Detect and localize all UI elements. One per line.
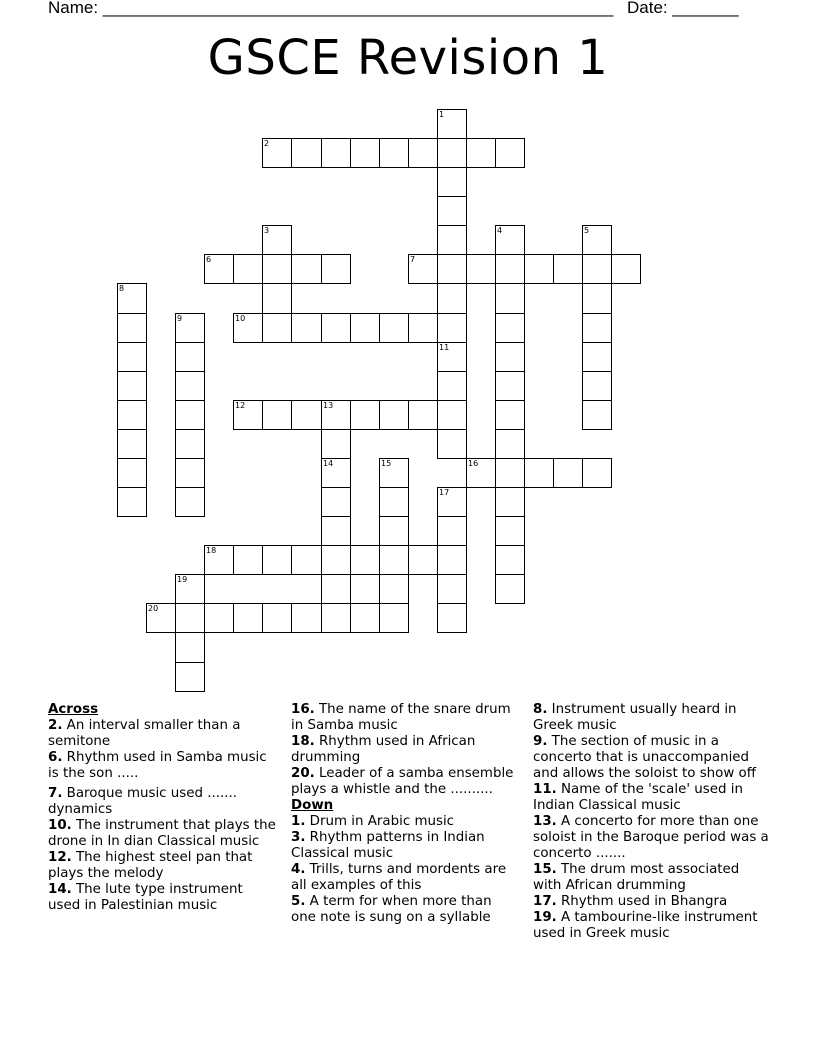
grid-cell[interactable] bbox=[408, 254, 438, 284]
grid-cell[interactable] bbox=[117, 283, 147, 314]
name-field-label: Name: ______________________________________________________ bbox=[48, 0, 614, 17]
grid-cell[interactable] bbox=[350, 400, 380, 430]
grid-cell[interactable] bbox=[582, 400, 612, 430]
grid-cell[interactable] bbox=[437, 371, 467, 401]
grid-cell[interactable] bbox=[582, 283, 612, 314]
clue-across-18: 18. Rhythm used in African drumming bbox=[291, 734, 476, 765]
grid-cell[interactable] bbox=[379, 603, 409, 633]
grid-cell[interactable] bbox=[146, 603, 176, 633]
grid-cell[interactable] bbox=[321, 313, 351, 343]
grid-cell[interactable] bbox=[262, 254, 292, 284]
grid-cell[interactable] bbox=[553, 254, 583, 284]
grid-cell[interactable] bbox=[437, 342, 467, 372]
grid-cell[interactable] bbox=[611, 254, 641, 284]
grid-cell[interactable] bbox=[379, 487, 409, 517]
grid-cell[interactable] bbox=[495, 487, 525, 517]
grid-cell[interactable] bbox=[350, 313, 380, 343]
grid-cell[interactable] bbox=[321, 254, 351, 284]
clue-number: 11 bbox=[439, 343, 450, 352]
clue-number: 10 bbox=[235, 314, 246, 323]
clue-across-14: 14. The lute type instrument used in Palestinian music bbox=[48, 882, 243, 913]
clue-number: 19 bbox=[177, 575, 188, 584]
grid-cell[interactable] bbox=[582, 313, 612, 343]
clue-down-17: 17. Rhythm used in Bhangra bbox=[533, 894, 728, 909]
grid-cell[interactable] bbox=[495, 458, 525, 488]
clue-number: 7 bbox=[410, 255, 416, 264]
grid-cell[interactable] bbox=[204, 545, 234, 575]
clue-number: 20 bbox=[148, 604, 159, 613]
grid-cell[interactable] bbox=[582, 371, 612, 401]
grid-cell[interactable] bbox=[321, 458, 351, 488]
grid-cell[interactable] bbox=[117, 342, 147, 372]
down-heading: Down bbox=[291, 798, 334, 813]
grid-cell[interactable] bbox=[321, 400, 351, 430]
grid-cell[interactable] bbox=[553, 458, 583, 488]
grid-cell[interactable] bbox=[437, 516, 467, 546]
grid-cell[interactable] bbox=[408, 545, 438, 575]
grid-cell[interactable] bbox=[466, 254, 496, 284]
grid-cell[interactable] bbox=[437, 487, 467, 517]
grid-cell[interactable] bbox=[350, 138, 380, 168]
clue-number: 3 bbox=[264, 226, 270, 235]
clues-column-1 bbox=[48, 702, 276, 914]
grid-cell[interactable] bbox=[233, 254, 263, 284]
grid-cell[interactable] bbox=[379, 458, 409, 488]
grid-cell[interactable] bbox=[437, 313, 467, 343]
clues-column-3 bbox=[533, 702, 769, 942]
clue-number: 6 bbox=[206, 255, 212, 264]
grid-cell[interactable] bbox=[524, 458, 554, 488]
clue-number: 5 bbox=[584, 226, 590, 235]
grid-cell[interactable] bbox=[495, 516, 525, 546]
grid-cell[interactable] bbox=[262, 603, 292, 633]
grid-cell[interactable] bbox=[379, 516, 409, 546]
grid-cell[interactable] bbox=[117, 458, 147, 488]
grid-cell[interactable] bbox=[437, 225, 467, 255]
grid-cell[interactable] bbox=[175, 458, 205, 488]
clue-number: 4 bbox=[497, 226, 503, 235]
grid-cell[interactable] bbox=[291, 313, 322, 343]
clue-across-12: 12. The highest steel pan that plays the melody bbox=[48, 850, 253, 881]
clue-down-13: 13. A concerto for more than one soloist in the Baroque period was a concerto ....... bbox=[533, 814, 769, 861]
clue-down-3: 3. Rhythm patterns in Indian Classical music bbox=[291, 830, 485, 861]
grid-cell[interactable] bbox=[233, 400, 263, 430]
clue-number: 2 bbox=[264, 139, 270, 148]
grid-cell[interactable] bbox=[350, 603, 380, 633]
grid-cell[interactable] bbox=[262, 545, 292, 575]
grid-cell[interactable] bbox=[437, 429, 467, 459]
grid-cell[interactable] bbox=[291, 254, 322, 284]
date-field-label: Date: _______ bbox=[627, 0, 739, 17]
grid-cell[interactable] bbox=[495, 225, 525, 255]
grid-cell[interactable] bbox=[437, 400, 467, 430]
clue-number: 12 bbox=[235, 401, 246, 410]
clue-number: 9 bbox=[177, 314, 183, 323]
page-title: GSCE Revision 1 bbox=[207, 30, 609, 86]
grid-cell[interactable] bbox=[495, 342, 525, 372]
grid-cell[interactable] bbox=[495, 254, 525, 284]
grid-cell[interactable] bbox=[117, 429, 147, 459]
clue-across-20: 20. Leader of a samba ensemble plays a whistle and the .......... bbox=[291, 766, 514, 797]
grid-cell[interactable] bbox=[175, 342, 205, 372]
grid-cell[interactable] bbox=[437, 574, 467, 604]
grid-cell[interactable] bbox=[291, 138, 322, 168]
grid-cell[interactable] bbox=[495, 371, 525, 401]
grid-cell[interactable] bbox=[204, 254, 234, 284]
clue-across-6: 6. Rhythm used in Samba music is the son ..... bbox=[48, 750, 267, 781]
grid-cell[interactable] bbox=[524, 254, 554, 284]
clue-down-11: 11. Name of the 'scale' used in Indian Classical music bbox=[533, 782, 743, 813]
grid-cell[interactable] bbox=[262, 225, 292, 255]
clues-column-2 bbox=[291, 702, 516, 926]
clue-number: 13 bbox=[323, 401, 334, 410]
grid-cell[interactable] bbox=[175, 574, 205, 604]
grid-cell[interactable] bbox=[321, 487, 351, 517]
grid-cell[interactable] bbox=[350, 545, 380, 575]
grid-cell[interactable] bbox=[321, 516, 351, 546]
grid-cell[interactable] bbox=[117, 371, 147, 401]
grid-cell[interactable] bbox=[291, 545, 322, 575]
clue-down-19: 19. A tambourine-like instrument used in Greek music bbox=[533, 910, 758, 941]
grid-cell[interactable] bbox=[117, 400, 147, 430]
grid-cell[interactable] bbox=[321, 603, 351, 633]
grid-cell[interactable] bbox=[321, 429, 351, 459]
clue-across-16: 16. The name of the snare drum in Samba music bbox=[291, 702, 511, 733]
grid-cell[interactable] bbox=[437, 167, 467, 197]
grid-cell[interactable] bbox=[379, 545, 409, 575]
grid-cell[interactable] bbox=[437, 196, 467, 226]
grid-cell[interactable] bbox=[495, 545, 525, 575]
grid-cell[interactable] bbox=[466, 458, 496, 488]
grid-cell[interactable] bbox=[175, 662, 205, 692]
grid-cell[interactable] bbox=[117, 313, 147, 343]
grid-cell[interactable] bbox=[437, 545, 467, 575]
grid-cell[interactable] bbox=[262, 138, 292, 168]
grid-cell[interactable] bbox=[437, 603, 467, 633]
grid-cell[interactable] bbox=[233, 603, 263, 633]
grid-cell[interactable] bbox=[437, 283, 467, 314]
clue-down-8: 8. Instrument usually heard in Greek music bbox=[533, 702, 737, 733]
grid-cell[interactable] bbox=[175, 313, 205, 343]
grid-cell[interactable] bbox=[582, 254, 612, 284]
grid-cell[interactable] bbox=[495, 429, 525, 459]
clue-down-5: 5. A term for when more than one note is sung on a syllable bbox=[291, 894, 492, 925]
grid-cell[interactable] bbox=[437, 109, 467, 139]
grid-cell[interactable] bbox=[233, 313, 263, 343]
clue-down-9: 9. The section of music in a concerto that is unaccompanied and allows the soloist to show off bbox=[533, 734, 756, 781]
grid-cell[interactable] bbox=[175, 429, 205, 459]
grid-cell[interactable] bbox=[495, 400, 525, 430]
grid-cell[interactable] bbox=[291, 400, 322, 430]
grid-cell[interactable] bbox=[321, 574, 351, 604]
grid-cell[interactable] bbox=[408, 400, 438, 430]
grid-cell[interactable] bbox=[175, 371, 205, 401]
grid-cell[interactable] bbox=[175, 487, 205, 517]
grid-cell[interactable] bbox=[321, 138, 351, 168]
clue-number: 16 bbox=[468, 459, 479, 468]
grid-cell[interactable] bbox=[582, 225, 612, 255]
across-heading: Across bbox=[48, 702, 99, 717]
grid-cell[interactable] bbox=[379, 313, 409, 343]
grid-cell[interactable] bbox=[582, 458, 612, 488]
grid-cell[interactable] bbox=[408, 138, 438, 168]
grid-cell[interactable] bbox=[204, 603, 234, 633]
grid-cell[interactable] bbox=[495, 313, 525, 343]
grid-cell[interactable] bbox=[466, 138, 496, 168]
grid-cell[interactable] bbox=[291, 603, 322, 633]
grid-cell[interactable] bbox=[175, 400, 205, 430]
clue-number: 18 bbox=[206, 546, 217, 555]
grid-cell[interactable] bbox=[321, 545, 351, 575]
grid-cell[interactable] bbox=[117, 487, 147, 517]
grid-cell[interactable] bbox=[379, 574, 409, 604]
clue-number: 1 bbox=[439, 110, 445, 119]
grid-cell[interactable] bbox=[495, 138, 525, 168]
clue-down-15: 15. The drum most associated with African drumming bbox=[533, 862, 740, 893]
grid-cell[interactable] bbox=[437, 254, 467, 284]
clue-across-2: 2. An interval smaller than a semitone bbox=[48, 718, 241, 749]
grid-cell[interactable] bbox=[175, 632, 205, 663]
grid-cell[interactable] bbox=[379, 400, 409, 430]
grid-cell[interactable] bbox=[262, 400, 292, 430]
grid-cell[interactable] bbox=[495, 283, 525, 314]
grid-cell[interactable] bbox=[262, 283, 292, 314]
grid-cell[interactable] bbox=[262, 313, 292, 343]
clue-number: 17 bbox=[439, 488, 450, 497]
grid-cell[interactable] bbox=[175, 603, 205, 633]
grid-cell[interactable] bbox=[379, 138, 409, 168]
grid-cell[interactable] bbox=[437, 138, 467, 168]
grid-cell[interactable] bbox=[582, 342, 612, 372]
clue-number: 14 bbox=[323, 459, 334, 468]
clue-down-1: 1. Drum in Arabic music bbox=[291, 814, 455, 829]
clue-across-7: 7. Baroque music used ....... dynamics bbox=[48, 786, 238, 817]
grid-cell[interactable] bbox=[233, 545, 263, 575]
grid-cell[interactable] bbox=[408, 313, 438, 343]
grid-cell[interactable] bbox=[495, 574, 525, 604]
clue-down-4: 4. Trills, turns and mordents are all examples of this bbox=[291, 862, 507, 893]
clue-across-10: 10. The instrument that plays the drone in In dian Classical music bbox=[48, 818, 276, 849]
clue-number: 15 bbox=[381, 459, 392, 468]
clue-number: 8 bbox=[119, 284, 125, 293]
